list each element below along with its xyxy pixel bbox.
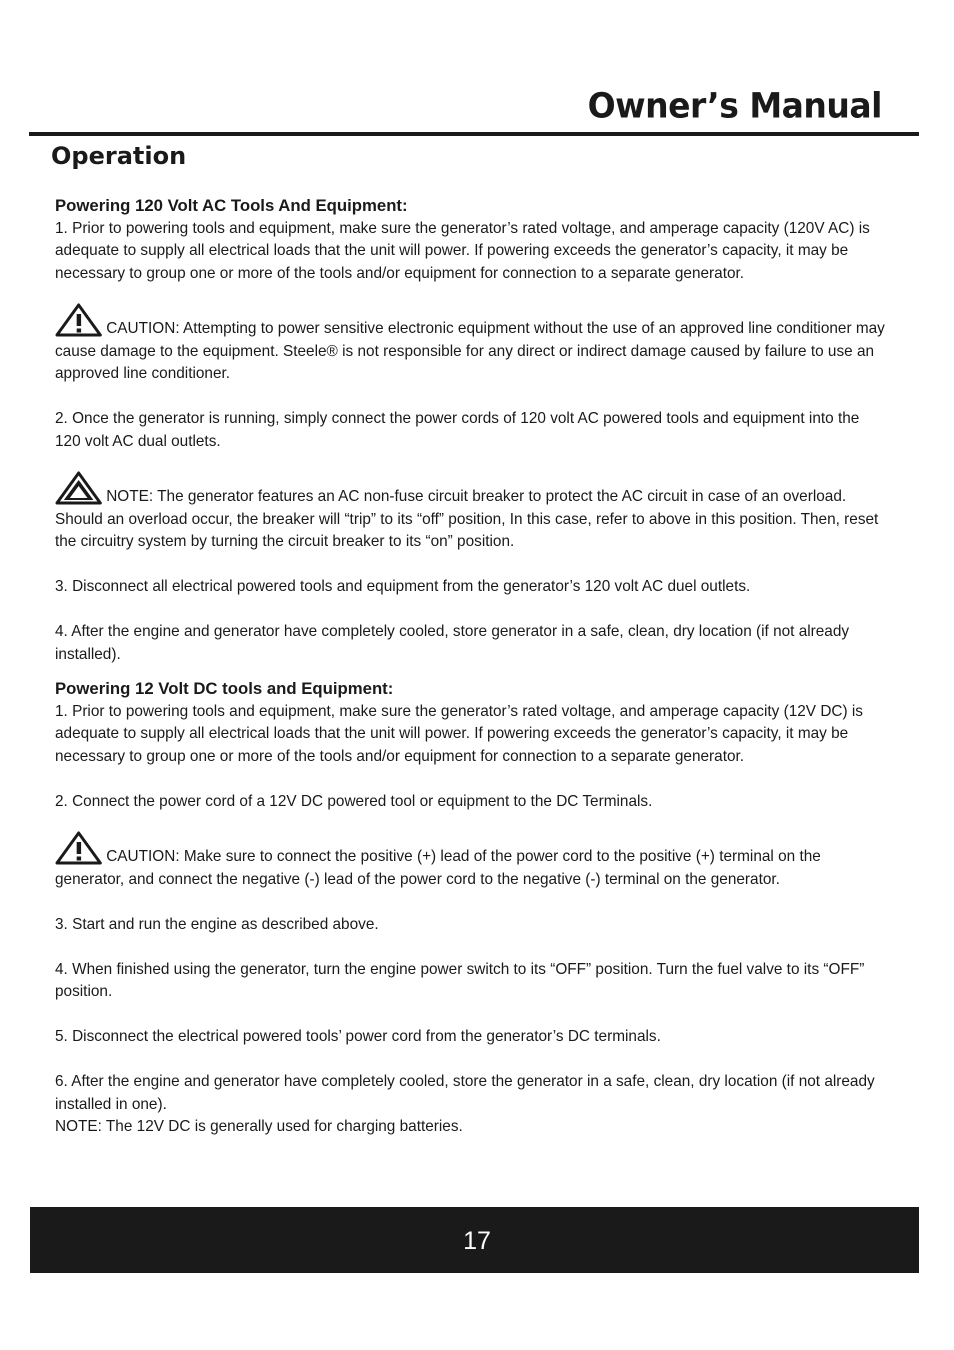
dc-step-2: 2. Connect the power cord of a 12V DC powered tool or equipment to the DC Terminals. xyxy=(55,792,653,810)
ac-note xyxy=(55,465,887,554)
spacer xyxy=(55,554,887,577)
dc-final-note: NOTE: The 12V DC is generally used for charging batteries. xyxy=(55,1118,463,1135)
ac-caution-text: CAUTION: Attempting to power sensitive electronic equipment without the use of an approved line conditioner may cause damage to the equipment. Steele® is not responsible for any direct or indirect damage caused by failure to use an approved line conditioner. xyxy=(55,320,885,382)
page-number: 17 xyxy=(463,1227,491,1255)
dc-caution-text: CAUTION: Make sure to connect the positive (+) lead of the power cord to the positive (+) terminal on the generator, and connect the negative (-) lead of the power cord to the negative (-) terminal on the generator. xyxy=(55,848,821,888)
ac-step-1: 1. Prior to powering tools and equipment, make sure the generator’s rated voltage, and amperage capacity (120V AC) is adequate to supply all electrical loads that the unit will power. If powering exceeds the generator’s capacity, it may be necessary to group one or more of the tools and/or equipment for connection to a separate generator. xyxy=(55,219,870,282)
warning-triangle-icon xyxy=(55,303,102,337)
header-rule xyxy=(29,132,919,136)
dc-caution xyxy=(55,825,887,891)
warning-triangle-icon xyxy=(55,831,102,865)
spacer xyxy=(55,1049,887,1072)
spacer xyxy=(55,813,887,825)
ac-heading: Powering 120 Volt AC Tools And Equipment: xyxy=(55,196,408,215)
ac-step-2: 2. Once the generator is running, simply connect the power cords of 120 volt AC powered tools and equipment into the 120 volt AC dual outlets. xyxy=(55,410,860,450)
notice-triangle-icon xyxy=(55,471,102,505)
spacer xyxy=(55,666,887,678)
spacer xyxy=(55,936,887,959)
spacer xyxy=(55,1004,887,1027)
spacer xyxy=(55,285,887,297)
ac-step-3: 3. Disconnect all electrical powered tools and equipment from the generator’s 120 volt AC duel outlets. xyxy=(55,578,751,595)
ac-note-text: NOTE: The generator features an AC non-fuse circuit breaker to protect the AC circuit in case of an overload. Should an overload occur, the breaker will “trip” to its “off” position, In this case, refer to above in this position. Then, reset the circuitry system by turning the circuit breaker to its “on” position. xyxy=(55,488,879,550)
manual-title: Owner’s Manual xyxy=(587,85,882,126)
ac-step-4: 4. After the engine and generator have completely cooled, store generator in a safe, clean, dry location (if not already installed). xyxy=(55,623,850,663)
dc-step-1: 1. Prior to powering tools and equipment, make sure the generator’s rated voltage, and amperage capacity (12V DC) is adequate to supply all electrical loads that the unit will power. If powering exceeds the generator’s capacity, it may be necessary to group one or more of the tools and/or equipment for connection to a separate generator. xyxy=(55,702,863,765)
ac-caution xyxy=(55,297,887,386)
dc-heading: Powering 12 Volt DC tools and Equipment: xyxy=(55,679,394,698)
dc-step-6: 6. After the engine and generator have completely cooled, store the generator in a safe, clean, dry location (if not already installed in one). xyxy=(55,1073,875,1113)
dc-step-4: 4. When finished using the generator, turn the engine power switch to its “OFF” position. Turn the fuel valve to its “OFF” position. xyxy=(55,960,865,1000)
spacer xyxy=(55,768,887,791)
spacer xyxy=(55,386,887,409)
dc-step-5: 5. Disconnect the electrical powered tools’ power cord from the generator’s DC terminals. xyxy=(55,1028,661,1045)
section-title: Operation xyxy=(51,142,187,170)
dc-step-3: 3. Start and run the engine as described above. xyxy=(55,915,379,933)
spacer xyxy=(55,891,887,914)
spacer xyxy=(55,453,887,465)
spacer xyxy=(55,599,887,622)
manual-content xyxy=(55,195,887,1139)
